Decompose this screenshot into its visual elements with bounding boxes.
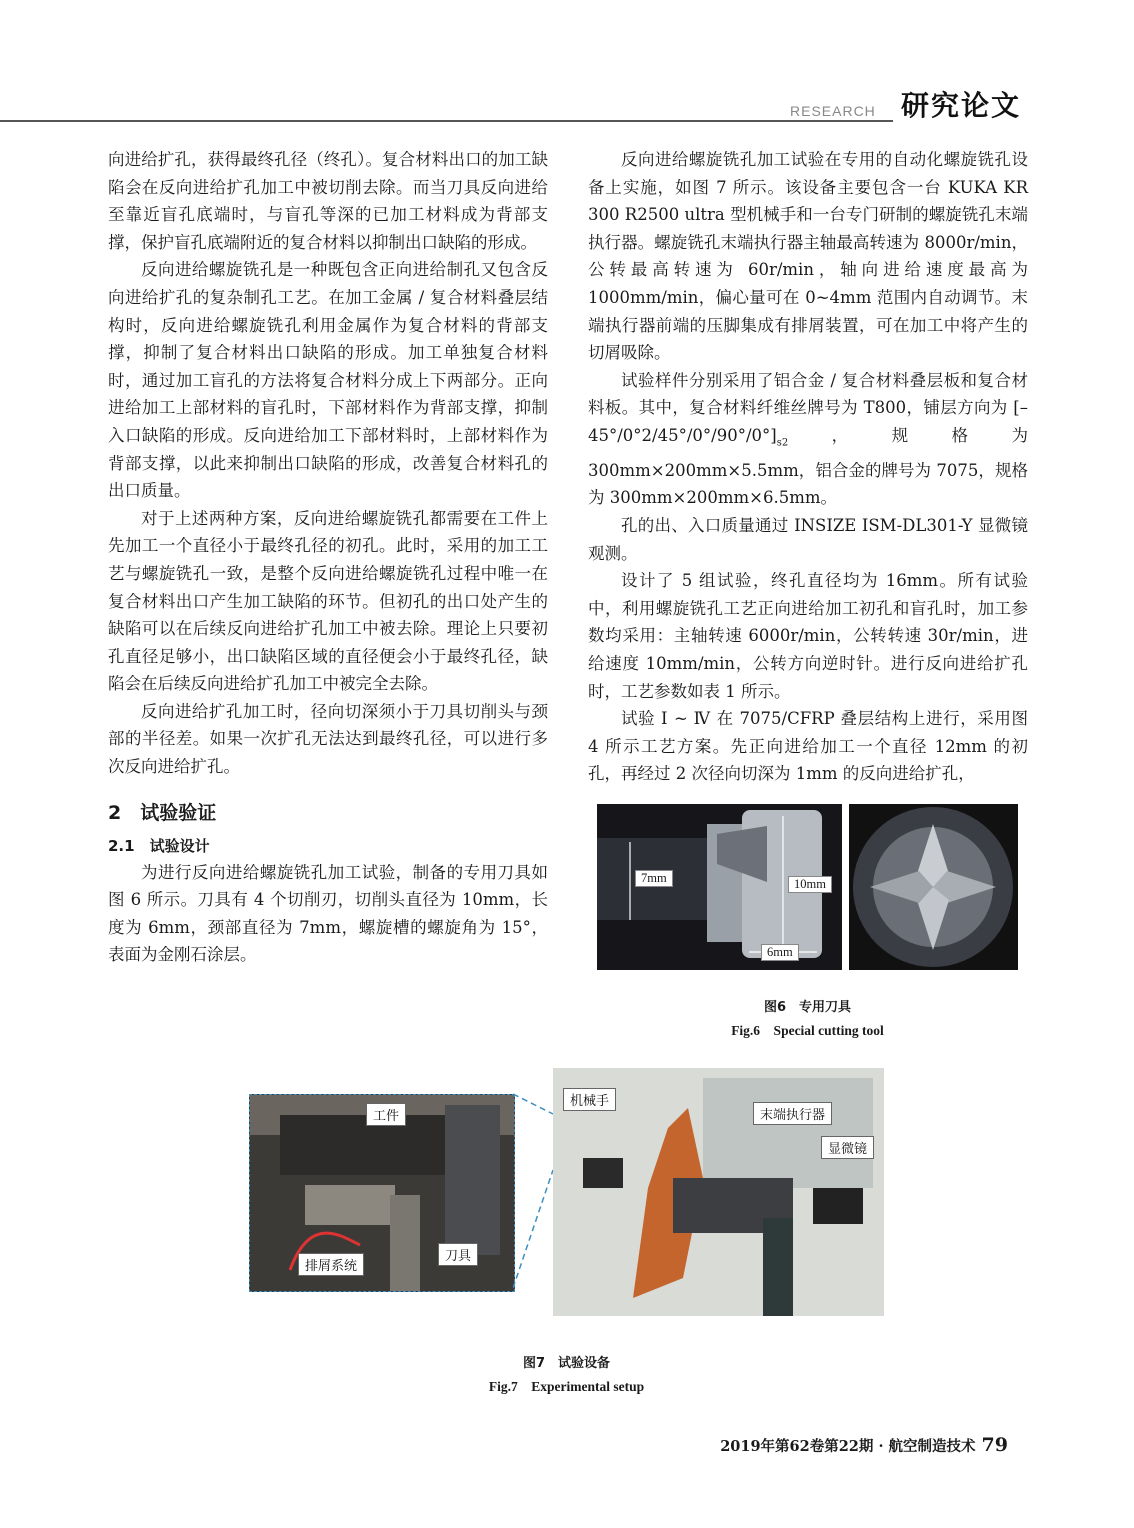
fig7-label-robot: 机械手 [563,1088,616,1111]
paragraph: 设计了 5 组试验，终孔直径均为 16mm。所有试验中，利用螺旋铣孔工艺正向进给加工初孔和盲孔时，加工参数均采用：主轴转速 6000r/min，公转转速 30r/min，进给速度 10mm/min，公转方向逆时针。进行反向进给扩孔时，工艺参数如表 1 所示。 [588,571,1028,701]
fig7-label-chip-system: 排屑系统 [298,1253,364,1276]
fig7-label-end-effector: 末端执行器 [753,1102,832,1125]
fig7-caption-en: Fig.7 Experimental setup [488,1379,645,1394]
fig7-caption-cn: 图7 试验设备 [522,1356,611,1371]
fig6-caption-en: Fig.6 Special cutting tool [731,1023,884,1038]
dim-label-6mm: 6mm [761,944,799,961]
header-section-title: 研究论文 [893,84,1029,124]
fig7-label-microscope: 显微镜 [821,1136,874,1159]
paragraph: 对于上述两种方案，反向进给螺旋铣孔都需要在工件上先加工一个直径小于最终孔径的初孔。此时，采用的加工工艺与螺旋铣孔一致，是整个反向进给螺旋铣孔过程中唯一在复合材料出口产生加工缺陷的环节。但初孔的出口处产生的缺陷可以在后续反向进给扩孔加工中被去除。理论上只要初孔直径足够小，出口缺陷区域的直径便会小于最终孔径，缺陷会在后续反向进给扩孔加工中被完全去除。 [108,508,548,694]
fig6-caption-cn: 图6 专用刀具 [763,1000,852,1015]
subsection-heading: 2.1 试验设计 [108,836,210,855]
paragraph: 为进行反向进给螺旋铣孔加工试验，制备的专用刀具如图 6 所示。刀具有 4 个切削刃，切削头直径为 10mm，长度为 6mm，颈部直径为 7mm，螺旋槽的螺旋角为 15°，表面为金刚石涂层。 [108,862,548,965]
dim-label-7mm: 7mm [635,870,673,887]
paragraph: 向进给扩孔，获得最终孔径（终孔）。复合材料出口的加工缺陷会在反向进给扩孔加工中被切削去除。而当刀具反向进给至靠近盲孔底端时，与盲孔等深的已加工材料成为背部支撑，保护盲孔底端附近的复合材料以抑制出口缺陷的形成。 [108,150,548,252]
header-research-label: RESEARCH [790,103,876,119]
right-column [588,146,1028,788]
paragraph: 试验 Ⅰ ~ Ⅳ 在 7075/CFRP 叠层结构上进行，采用图 4 所示工艺方案。先正向进给加工一个直径 12mm 的初孔，再经过 2 次径向切深为 1mm 的反向进给扩孔， [588,709,1028,784]
page-footer [720,1434,1008,1456]
fig6-tool-photo [597,804,842,970]
fig7-detail-photo [249,1094,515,1292]
paragraph: 孔的出、入口质量通过 INSIZE ISM-DL301-Y 显微镜观测。 [588,516,1028,563]
fig7-label-tool: 刀具 [438,1243,478,1266]
paragraph: 试验样件分别采用了铝合金 / 复合材料叠层板和复合材料板。其中，复合材料纤维丝牌号为 T800，铺层方向为 $[-45^\circ/0^\circ 2/45^\circ/0^\circ/90^\circ/0^\circ]_{s2}$，规格为 300mm×200mm×5.5mm，铝合金的牌号为 7075，规格为 300mm×200mm×6.5mm。 [588,370,1028,508]
dim-label-10mm: 10mm [788,876,832,893]
paragraph: 反向进给螺旋铣孔是一种既包含正向进给制孔又包含反向进给扩孔的复杂制孔工艺。在加工金属 / 复合材料叠层结构时，反向进给螺旋铣孔利用金属作为复合材料的背部支撑，抑制了复合材料出口缺陷的形成。加工单独复合材料时，通过加工盲孔的方法将复合材料分成上下两部分。正向进给加工上部材料的盲孔时，下部材料作为背部支撑，抑制入口缺陷的形成。反向进给加工下部材料时，上部材料作为背部支撑，以此来抑制出口缺陷的形成，改善复合材料孔的出口质量。 [108,260,548,501]
paragraph: 反向进给螺旋铣孔加工试验在专用的自动化螺旋铣孔设备上实施，如图 7 所示。该设备主要包含一台 KUKA KR 300 R2500 ultra 型机械手和一台专门研制的螺旋铣孔末端执行器。螺旋铣孔末端执行器主轴最高转速为 8000r/min，公转最高转速为 60r/min，轴向进给速度最高为 1000mm/min，偏心量可在 0~4mm 范围内自动调节。末端执行器前端的压脚集成有排屑装置，可在加工中将产生的切屑吸除。 [588,150,1028,363]
fig6-tool-endview [849,804,1018,970]
fig7-overview-photo [553,1068,884,1316]
fig7-label-workpiece: 工件 [366,1103,406,1126]
page-number: 79 [981,1434,1008,1456]
header-rule [0,120,1025,122]
section-heading: 2 试验验证 [108,801,217,824]
paragraph: 反向进给扩孔加工时，径向切深须小于刀具切削头与颈部的半径差。如果一次扩孔无法达到最终孔径，可以进行多次反向进给扩孔。 [108,701,548,777]
journal-info: 2019年第62卷第22期 · 航空制造技术 [720,1438,976,1455]
left-column [108,146,548,969]
